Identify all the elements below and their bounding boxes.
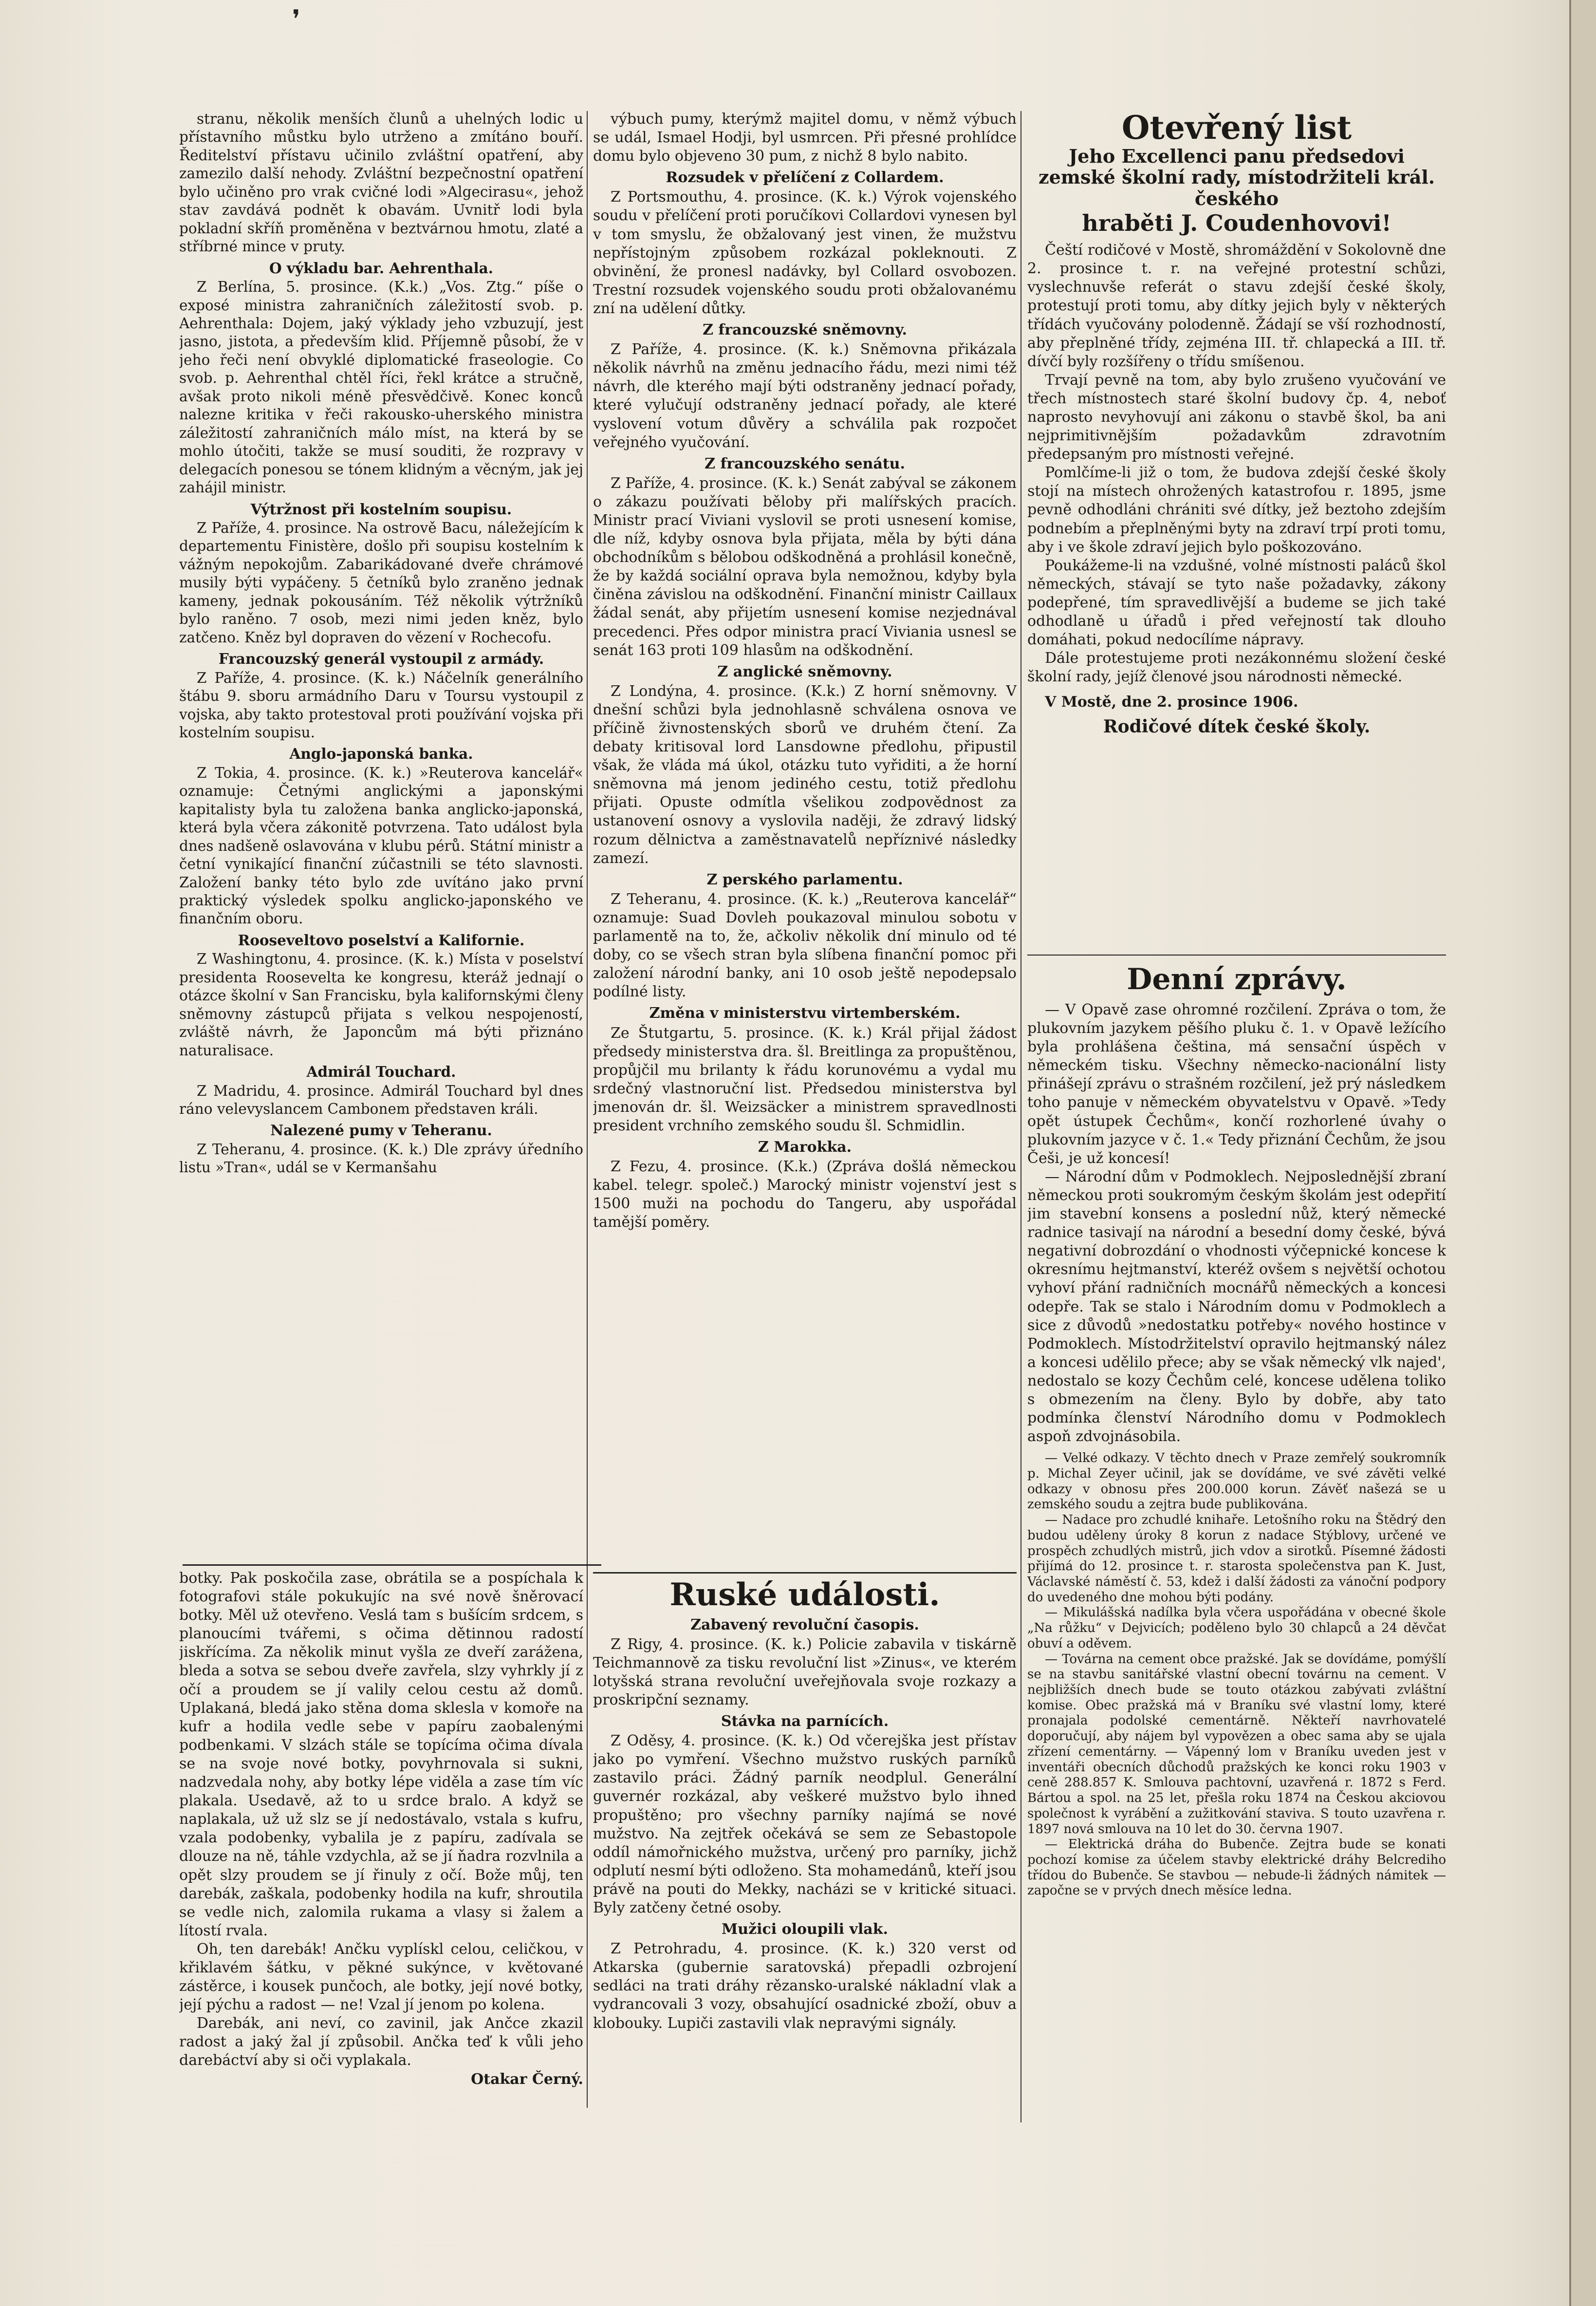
letter-recipient: Jeho Excellenci panu předsedovi zemské školní rady, místodržiteli král. českého	[1038, 145, 1435, 209]
article-heading: Z anglické sněmovny.	[717, 663, 892, 680]
open-letter	[1027, 110, 1446, 953]
story-paragraph: Darebák, ani neví, co zavinil, jak Ančce zkazil radost a jaký žal jí způsobil. Ančka teď k vůli jeho darebáctví aby si oči vyplakala.	[179, 2015, 583, 2069]
news-item-small: — Nadace pro zchudlé knihaře. Letošního roku na Štědrý den budou uděleny úroky 8 korun z nadace Stýblovy, určené ve prospěch zchudlých mistrů, jich vdov a sirotků. Písemné žádosti přijímá do 12. prosince t. r. starosta společenstva pan K. Just, Václavské náměstí č. 53, kdež i další žádosti za vánoční podpory do uvedeného dne mohou býti podány.	[1027, 1513, 1446, 1605]
story-paragraph: botky. Pak poskočila zase, obrátila se a pospíchala k fotografovi stále pokukujíc na své nově šněrovací botky. Měl už otevřeno. Veslá tam s bušícím srdcem, s planoucími tvářemi, s očima dětinnou radostí jiskřícíma. Za několik minut vyšla ze dveří zarážena, bleda a sotva se sebou dveře zavřela, slzy vyhrkly jí z očí a proudem se jí valily celou cestu až domů. Uplakaná, bledá jako stěna doma sklesla v komoře na kufr a hodila vedle sebe v papíru zaobalenými podbenkami. V slzách stále se topícíma očima dívala se na svoje nové botky, povyhrnovala si sukni, nadzvedala nohy, aby botky lépe viděla a zase tím víc plakala. Usedavě, až to u srdce bralo. A když se naplakala, už už slz se jí nedostávalo, vstala s kufru, vzala podobenky, vybalila je z papíru, zadívala se dlouze na ně, táhle vzdychla, až se jí ňadra rozvlnila a opět slzy proudem se jí řinuly z očí. Bože můj, ten darebák, zaškala, podobenky hodila na kufr, shroutila se vedle nich, zalomila rukama a vlasy si žalem a lítostí rvala.	[179, 1570, 583, 1939]
article-heading: Admirál Touchard.	[306, 1063, 456, 1081]
news-item-small: — Továrna na cement obce pražské. Jak se dovídáme, pomýšlí se na stavbu sanitářské vlastní obecní továrnu na cement. V nejbližších dnech bude se touto otázkou zabývati zvláštní komise. Obec pražská má v Braníku své vlastní lomy, které pronajala podolské cementárně. Někteří navrhovatelé doporučují, aby nájem byl vypovězen a obec sama aby se ujala zřízení cementárny. — Vápenný lom v Braníku uveden jest v inventáři obecních důchodů pražských ke konci roku 1903 v ceně 288.857 K. Smlouva pachtovní, uzavřená r. 1872 s Ferd. Bártou a spol. na 25 let, přešla roku 1874 na Českou akciovou společnost k vyrábění a zužitkování staviva. S touto uzavřena r. 1897 nová smlouva na 10 let do 30. června 1907.	[1027, 1651, 1446, 1837]
article-heading: Stávka na parnících.	[721, 1713, 889, 1730]
article-paragraph: Z Rigy, 4. prosince. (K. k.) Policie zabavila v tiskárně Teichmannově za tisku revoluční list »Zinus«, ve kterém lotyšská strana revoluční uveřejňovala svoje rozkazy a proskripční seznamy.	[593, 1635, 1017, 1708]
letter-paragraph: Trvají pevně na tom, aby bylo zrušeno vyučování ve třech místnostech staré školní budovy čp. 4, neboť naprosto nevyhovují ani zákonu o stavbě škol, ba ani nejprimitivnějším požadavkům zdravotním předepsaným pro místnosti veřejné.	[1027, 371, 1446, 463]
article-heading: Rooseveltovo poselství a Kalifornie.	[238, 931, 525, 949]
article-heading: Z francouzského senátu.	[705, 455, 905, 472]
news-item-small: — Velké odkazy. V těchto dnech v Praze zemřelý soukromník p. Michal Zeyer učinil, jak se dovídáme, ve své závěti velké odkazy v obnosu přes 200.000 korun. Závěť našezá se u zemského soudu a zejtra bude publikována.	[1027, 1451, 1446, 1512]
article-paragraph: Z Portsmouthu, 4. prosince. (K. k.) Výrok vojenského soudu v přelíčení proti poručíkovi Collardovi vynesen byl v tom smyslu, že obžalovaný jest vinen, že mužstvu nepřístojným způsobem rozkázal pokleknouti. Z obvinění, že pronesl nadávky, byl Collard osvobozen. Trestní rozsudek vojenského soudu proti obžalovanému zní na udělení důtky.	[593, 188, 1017, 317]
article-paragraph: Ze Štutgartu, 5. prosince. (K. k.) Král přijal žádost předsedy ministerstva dra. šl. Breitlinga za propuštěnou, propůjčil mu brilanty k řádu korunovému a vydal mu srdečný vlastnoruční list. Předsedou ministerstva byl jmenován dr. šl. Weizsäcker a ministrem spravedlnosti president vrchního zemského soudu šl. Schmidlin.	[593, 1024, 1017, 1134]
article-heading: Rozsudek v přelíčení z Collardem.	[666, 169, 944, 187]
ruske-udalosti	[593, 1577, 1017, 2210]
denni-title: Denní zprávy.	[1127, 962, 1347, 996]
ruske-title: Ruské události.	[669, 1577, 940, 1613]
letter-paragraph: Pomlčíme-li již o tom, že budova zdejší české školy stojí na místech ohrožených katastrofou r. 1895, jsme pevně odhodláni chrániti své dítky, jež beztoho zdejším podnebím a přeplněnými byty na zdraví trpí proti tomu, aby i ve škole zdraví jejich bylo poškozováno.	[1027, 464, 1446, 556]
article-heading: Z Marokka.	[758, 1139, 852, 1156]
article-paragraph: Z Petrohradu, 4. prosince. (K. k.) 320 verst od Atkarska (gubernie saratovská) přepadli ozbrojení sedláci na trati dráhy rězansko-uralské nákladní vlak a vydrancovali 3 vozy, obsahující osadnické zboží, obuv a klobouky. Lupiči zastavili vlak nepravými signály.	[593, 1940, 1017, 2032]
article-heading: Výtržnost při kostelním soupisu.	[250, 500, 512, 518]
article-paragraph: Z Berlína, 5. prosince. (K.k.) „Vos. Ztg.“ píše o exposé ministra zahraničních záležitostí svob. p. Aehrenthala: Dojem, jaký výklady jeho vzbuzují, jest jasno, jistota, a především klid. Příjemně působí, že v jeho řeči není obvyklé diplomatické fraseologie. Co svob. p. Aehrenthal chtěl říci, řekl krátce a stručně, avšak proto nikoli méně přesvědčivě. Konec konců nalezne kritika v řeči rakousko-uherského ministra záležitostí zahraničních málo míst, na která by se mohlo útočiti, takže se musí souditi, že rozpravy v delegacích ponesou se tónem klidným a věcným, jak jej zahájil ministr.	[179, 279, 583, 496]
article-paragraph: Z Madridu, 4. prosince. Admirál Touchard byl dnes ráno velevyslancem Cambonem představen králi.	[179, 1082, 583, 1118]
column-1-top	[179, 110, 583, 1559]
letter-recipient-name: hraběti J. Coudenhovovi!	[1082, 209, 1392, 236]
article-paragraph: stranu, několik menších člunů a uhelných lodic u přístavního můstku bylo utrženo a zmítáno bouří. Ředitelství přístavu učinilo zvláštní opatření, aby zamezilo další nehody. Zvláštní bezpečnostní opatření bylo učiněno pro vrak cvičné lodi »Algecirasu«, jehož stav zavdává podnět k obavám. Uvnitř lodi byla pokladní skříň proměněna v beztvárnou hmotu, zlaté a stříbrné mince v pruty.	[179, 111, 583, 255]
article-paragraph: Z Paříže, 4. prosince. (K. k.) Sněmovna přikázala několik návrhů na změnu jednacího řádu, mezi nimi též návrh, dle kterého mají býti odstraněny jednací pořady, které vylučují odstraněny jednací pořady, ale které vyslovení votum důvěry a schválila pak rozpočet veřejného vyučování.	[593, 341, 1017, 451]
article-heading: O výkladu bar. Aehrenthala.	[269, 259, 494, 277]
article-paragraph: Z Paříže, 4. prosince. (K. k.) Senát zabýval se zákonem o zákazu používati běloby při malířských pracích. Ministr prací Viviani vyslovil se proti usnesení komise, dle níž, kdyby osnova byla přijata, měla by býti dána obchodníkům s bělobou odškodněná a prohlásil konečně, že by každá sociální oprava byla nemožnou, kdyby byla činěna závislou na odškodnění. Finanční ministr Caillaux žádal senát, aby přijetím usnesení komise nezjednával precedenci. Přes odpor ministra prací Viviania usnesl se senát 163 proti 109 hlasům na odškodnění.	[593, 474, 1017, 659]
article-paragraph: Z Paříže, 4. prosince. Na ostrově Bacu, náležejícím k departementu Finistère, došlo při soupisu kostelním k vážným nepokojům. Zabarikádované dveře chrámové musily býti vypáčeny. 5 četníků bylo zraněno jednak kameny, jednak pokousáním. Též několik výtržníků bylo raněno. 7 osob, mezi nimi jeden kněz, bylo zatčeno. Kněz byl dopraven do vězení v Rochecofu.	[179, 519, 583, 646]
article-heading: Mužici oloupili vlak.	[722, 1921, 888, 1938]
denni-zpravy	[1027, 962, 1446, 2209]
letter-separator	[1027, 955, 1446, 956]
article-heading: Zabavený revoluční časopis.	[690, 1616, 919, 1633]
column-rule-1	[587, 111, 588, 2108]
story-separator	[183, 1564, 601, 1566]
news-item: — V Opavě zase ohromné rozčilení. Zpráva o tom, že plukovním jazykem pěšího pluku č. 1. v Opavě ležícího byla prohlášena čeština, má sensační úspěch v německém tisku. Všechny německo-nacionální listy přinášejí zprávu o strašném rozčilení, jež prý následkem toho panuje v německém obyvatelstvu v Opavě. »Tedy opět ústupek Čechům«, končí rozhorlené úvahy o plukovním jazyce v č. 1.« Tedy přiznání Čechům, že jsou Češi, je už koncesí!	[1027, 1001, 1446, 1167]
page-edge-shadow	[1569, 0, 1596, 2306]
article-heading: Nalezené pumy v Teheranu.	[270, 1122, 492, 1139]
article-heading: Změna v ministerstvu virtemberském.	[649, 1005, 961, 1022]
story-author: Otakar Černý.	[471, 2070, 583, 2088]
article-paragraph: Z Londýna, 4. prosince. (K.k.) Z horní sněmovny. V dnešní schůzi byla jednohlasně schválena osnova ve příčině živnostenských sborů ve druhém čtení. Za debaty kritisoval lord Lansdowne předlohu, připustil však, že vláda má úkol, otázku tuto vyřiditi, a že horní sněmovna má jenom jediného cestu, totiž předlohu přijati. Opuste odmítla všelikou zodpovědnost za ustanovení osnovy a vyslovila naději, že zdravý lidský rozum dělnictva a zaměstnavatelů nepříznivé následky zamezí.	[593, 682, 1017, 867]
article-heading: Z francouzské sněmovny.	[703, 321, 907, 339]
story-paragraph: Oh, ten darebák! Ančku vyplískl celou, celičkou, v křiklavém šátku, v pěkné sukýnce, v květované zástěrce, i kousek punčoch, ale botky, její nové botky, její pýchu a radost — ne! Vzal jí jenom po kolena.	[179, 1940, 583, 2014]
letter-paragraph: Čeští rodičové v Mostě, shromáždění v Sokolovně dne 2. prosince t. r. na veřejné protestní schůzi, vyslechnuvše referát o stavu zdejší české školy, protestují proti tomu, aby dítky jejich byly v některých třídách vyučovány polodenně. Žádají se vší rozhodností, aby přeplněné třídy, zejména III. tř. chlapecká a III. tř. dívčí byly rozšířeny o třídu smíšenou.	[1027, 242, 1446, 370]
article-paragraph: Z Fezu, 4. prosince. (K.k.) (Zpráva došlá německou kabel. telegr. společ.) Marocký ministr vojenství jest s 1500 muži na pochodu do Tangeru, aby uspořádal tamější poměry.	[593, 1158, 1017, 1231]
corner-mark: ❜	[292, 5, 300, 34]
letter-paragraph: Poukážeme-li na vzdušné, volné místnosti paláců škol německých, stávají se tyto naše požadavky, zákony podepřené, tím spravedlivější a budeme se jich také odhodlaně u úřadů i před veřejností tak dlouho domáhati, pokud nedocílíme nápravy.	[1027, 557, 1446, 649]
article-paragraph: Z Oděsy, 4. prosince. (K. k.) Od včerejška jest přístav jako po vymření. Všechno mužstvo ruských parníků zastavilo práci. Žádný parník neodplul. Generální guvernér rozkázal, aby veškeré mužstvo bylo ihned propuštěno; pro všechny parníky najímá se nové mužstvo. Na zejtřek očekává se sem ze Sebastopole oddíl námořnického mužstva, určený pro parníky, jichž odplutí nesmí býti odloženo. Sta mohamedánů, kteří jsou právě na pouti do Mekky, nacházi se v kritické situaci. Byly zatčeny četné osoby.	[593, 1732, 1017, 1916]
letter-title: Otevřený list	[1121, 110, 1352, 147]
article-paragraph: Z Teheranu, 4. prosince. (K. k.) „Reuterova kancelář“ oznamuje: Suad Dovleh poukazoval minulou sobotu v parlamentě na to, že, ačkoliv několik dní minulo od té doby, co se všech stran byla slíbena finanční pomoc při založení národní banky, ani 10 osob ještě nepodepsalo podílné listy.	[593, 890, 1017, 1001]
ruske-separator	[593, 1572, 1017, 1574]
article-heading: Z perského parlamentu.	[706, 871, 903, 888]
article-paragraph: Z Paříže, 4. prosince. (K. k.) Náčelník generálního štábu 9. sboru armádního Daru v Toursu vystoupil z vojska, aby takto protestoval proti používání vojska při kostelním soupisu.	[179, 669, 583, 741]
news-item-small: — Mikulášská nadílka byla včera uspořádána v obecné škole „Na růžku“ v Dejvicích; poděleno bylo 30 chlapců a 24 děvčat obuví a oděvem.	[1027, 1605, 1446, 1651]
news-item: — Národní dům v Podmoklech. Nejposlednější zbraní německou proti soukromým českým školám jest odepřití jim stavební konsens a poslední nůž, který německé radnice tasivají na národní a besední domy české, bývá negativní dobrozdání o vhodnosti výčepnické koncese k okresnímu hejtmanství, kteréž ovšem s největší ochotou vyhoví přání radničních mocnářů německých a koncesi odepře. Tak se stalo i Národním domu v Podmoklech a sice z důvodů »nedostatku potřeby« nového hostince v Podmoklech. Místodržitelství opravilo hejtmanský nález a koncesi udělilo přece; aby se však německý vlk najed', nedostalo se kozy Čechům celé, koncese udělena toliko s obmezením na členy. Bylo by dobře, aby tato podmínka členství Národního domu v Podmoklech aspoň zdvojnásobila.	[1027, 1168, 1446, 1445]
article-paragraph: Z Teheranu, 4. prosince. (K. k.) Dle zprávy úředního listu »Tran«, udál se v Kermanšahu	[179, 1141, 583, 1176]
article-heading: Anglo-japonská banka.	[289, 745, 473, 763]
feuilleton-story	[179, 1569, 583, 2217]
letter-paragraph: Dále protestujeme proti nezákonnému složení české školní rady, jejíž členové jsou národnosti německé.	[1027, 650, 1446, 686]
column-2-top	[593, 110, 1017, 1571]
article-paragraph: výbuch pumy, kterýmž majitel domu, v němž výbuch se udál, Ismael Hodji, byl usmrcen. Při přesné prohlídce domu bylo objeveno 30 pum, z nichž 8 bylo nabito.	[593, 111, 1017, 165]
news-item-small: — Elektrická dráha do Bubenče. Zejtra bude se konati pochozí komise za účelem stavby elektrické dráhy Belcrediho třídou do Bubenče. Se stavbou — nebude-li žádných námitek — započne se v prvých dnech měsíce ledna.	[1027, 1837, 1446, 1898]
article-paragraph: Z Tokia, 4. prosince. (K. k.) »Reuterova kancelář« oznamuje: Četnými anglickými a japonskými kapitalisty byla tu založena banka anglicko-japonská, která byla včera zákonitě potvrzena. Tato událost byla dnes nadšeně oslavována v klubu pérů. Státní ministr a četní vynikající finanční zúčastnili se této slavnosti. Založení banky této bylo zde uvítáno jako první praktický výsledek spolku anglicko-japonského ve finančním oboru.	[179, 764, 583, 927]
article-paragraph: Z Washingtonu, 4. prosince. (K. k.) Místa v poselství presidenta Roosevelta ke kongresu, kteráž jednají o otázce školní v San Francisku, byla kalifornskými členy sněmovny zástupců přijata s velkou nespojeností, zvláště návrh, že Japoncům má býti přiznáno naturalisace.	[179, 951, 583, 1059]
article-heading: Francouzský generál vystoupil z armády.	[218, 650, 544, 668]
letter-signature: Rodičové dítek české školy.	[1103, 716, 1371, 737]
letter-date: V Mostě, dne 2. prosince 1906.	[1045, 694, 1299, 711]
